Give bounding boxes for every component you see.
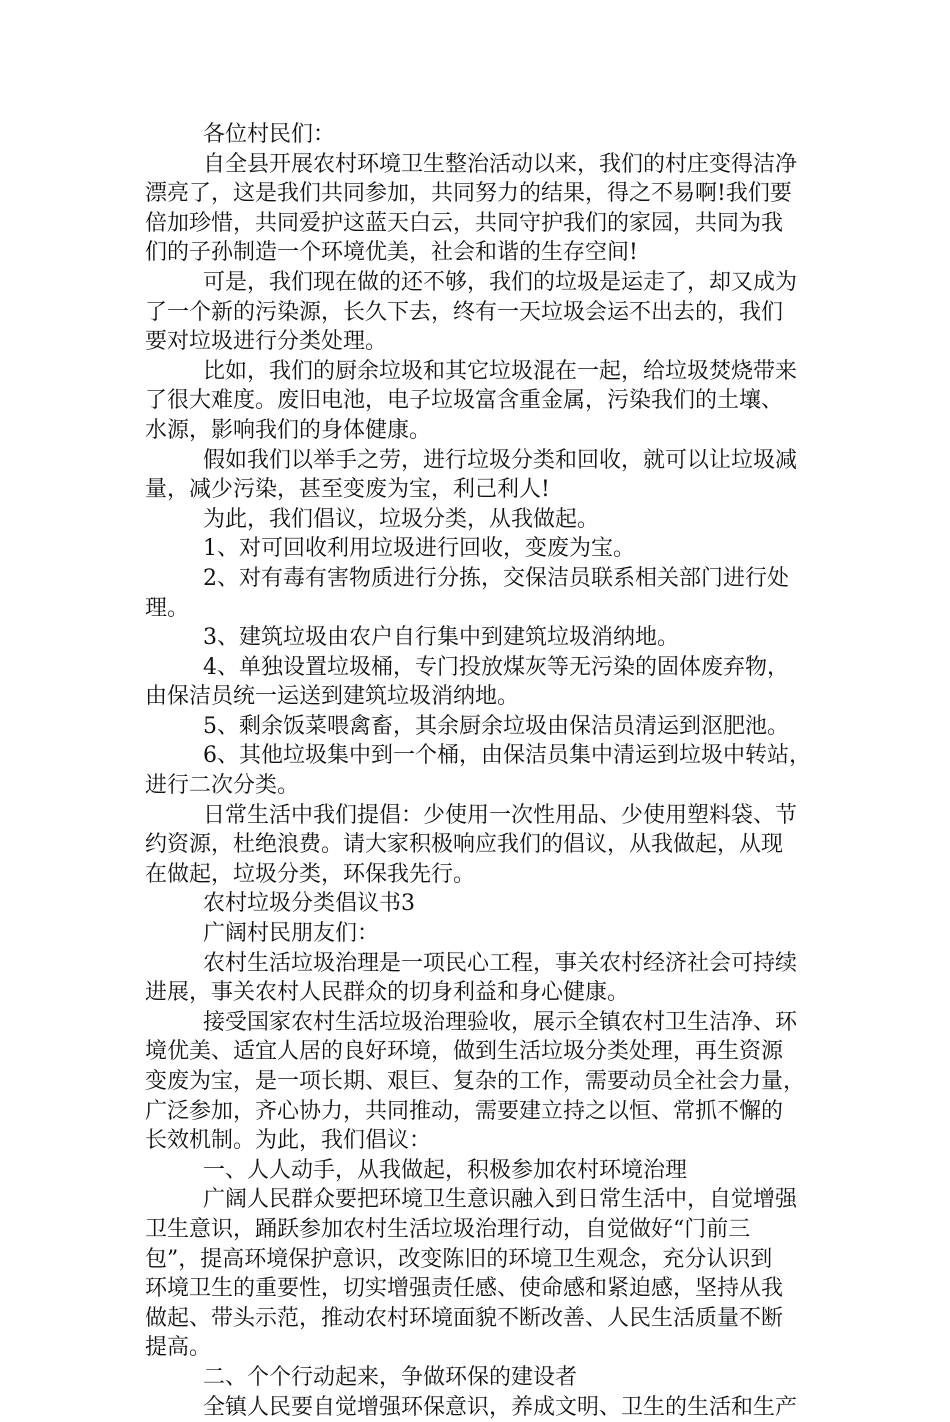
text-line: 各位村民们： — [203, 122, 336, 147]
text-line: 4、单独设置垃圾桶，专门投放煤灰等无污染的固体废弃物， — [203, 654, 789, 680]
text-line: 广阔人民群众要把环境卫生意识融入到日常生活中，自觉增强 — [203, 1187, 798, 1213]
text-line: 为此，我们倡议，垃圾分类，从我做起。 — [203, 506, 600, 532]
text-line: 6、其他垃圾集中到一个桶，由保洁员集中清运到垃圾中转站， — [203, 743, 811, 769]
text-line: 倍加珍惜，共同爱护这蓝天白云，共同守护我们的家园，共同为我 — [145, 210, 784, 236]
text-line: 做起、带头示范，推动农村环境面貌不断改善、人民生活质量不断 — [145, 1305, 784, 1331]
text-line: 进展，事关农村人民群众的切身利益和身心健康。 — [145, 980, 630, 1006]
text-line: 假如我们以举手之劳，进行垃圾分类和回收，就可以让垃圾减 — [203, 447, 798, 473]
text-line: 进行二次分类。 — [145, 773, 300, 799]
text-line: 可是，我们现在做的还不够，我们的垃圾是运走了，却又成为 — [203, 269, 798, 295]
text-line: 在做起，垃圾分类，环保我先行。 — [145, 861, 476, 887]
text-line: 全镇人民要自觉增强环保意识，养成文明、卫生的生活和生产 — [203, 1394, 798, 1420]
text-line: 农村生活垃圾治理是一项民心工程，事关农村经济社会可持续 — [203, 950, 798, 976]
text-line: 了很大难度。废旧电池，电子垃圾富含重金属，污染我们的土壤、 — [145, 388, 784, 414]
text-line: 比如，我们的厨余垃圾和其它垃圾混在一起，给垃圾焚烧带来 — [203, 358, 798, 384]
document-body — [145, 120, 810, 1422]
text-line: 提高。 — [145, 1335, 212, 1361]
text-line: 广泛参加，齐心协力，共同推动，需要建立持之以恒、常抓不懈的 — [145, 1098, 784, 1124]
text-line: 5、剩余饭菜喂禽畜，其余厨余垃圾由保洁员清运到沤肥池。 — [203, 713, 789, 739]
text-line: 接受国家农村生活垃圾治理验收，展示全镇农村卫生洁净、环 — [203, 1009, 798, 1035]
text-line: 水源，影响我们的身体健康。 — [145, 417, 432, 443]
text-line: 由保洁员统一运送到建筑垃圾消纳地。 — [145, 684, 520, 710]
text-line: 3、建筑垃圾由农户自行集中到建筑垃圾消纳地。 — [203, 625, 679, 651]
text-line: 自全县开展农村环境卫生整治活动以来，我们的村庄变得洁净 — [203, 151, 798, 177]
text-line: 境优美、适宜人居的良好环境，做到生活垃圾分类处理，再生资源 — [145, 1039, 784, 1065]
text-line: 2、对有毒有害物质进行分拣，交保洁员联系相关部门进行处 — [203, 565, 789, 591]
text-line: 变废为宝，是一项长期、艰巨、复杂的工作，需要动员全社会力量， — [145, 1069, 806, 1094]
text-line: 二、个个行动起来，争做环保的建设者 — [203, 1364, 578, 1390]
text-line: 广阔村民朋友们： — [203, 921, 380, 947]
text-line: 量，减少污染，甚至变废为宝，利己利人! — [145, 477, 550, 503]
text-line: 日常生活中我们提倡：少使用一次性用品、少使用塑料袋、节 — [203, 802, 798, 828]
text-line: 理。 — [145, 595, 190, 621]
text-line: 1、对可回收利用垃圾进行回收，变废为宝。 — [203, 536, 635, 562]
text-line: 漂亮了，这是我们共同参加，共同努力的结果，得之不易啊!我们要 — [145, 181, 792, 207]
text-line: 环境卫生的重要性，切实增强责任感、使命感和紧迫感，坚持从我 — [145, 1276, 784, 1302]
text-line: 长效机制。为此，我们倡议： — [145, 1128, 432, 1154]
text-line: 一、人人动手，从我做起，积极参加农村环境治理 — [203, 1157, 688, 1183]
text-line: 了一个新的污染源，长久下去，终有一天垃圾会运不出去的，我们 — [145, 299, 784, 325]
text-line: 们的子孙制造一个环境优美，社会和谐的生存空间! — [145, 240, 638, 266]
text-line: 农村垃圾分类倡议书3 — [203, 891, 415, 917]
text-line: 卫生意识，踊跃参加农村生活垃圾治理行动，自觉做好“门前三 — [145, 1216, 751, 1242]
text-line: 包”，提高环境保护意识，改变陈旧的环境卫生观念，充分认识到 — [145, 1246, 773, 1272]
text-line: 约资源，杜绝浪费。请大家积极响应我们的倡议，从我做起，从现 — [145, 832, 784, 858]
text-line: 要对垃圾进行分类处理。 — [145, 329, 388, 355]
